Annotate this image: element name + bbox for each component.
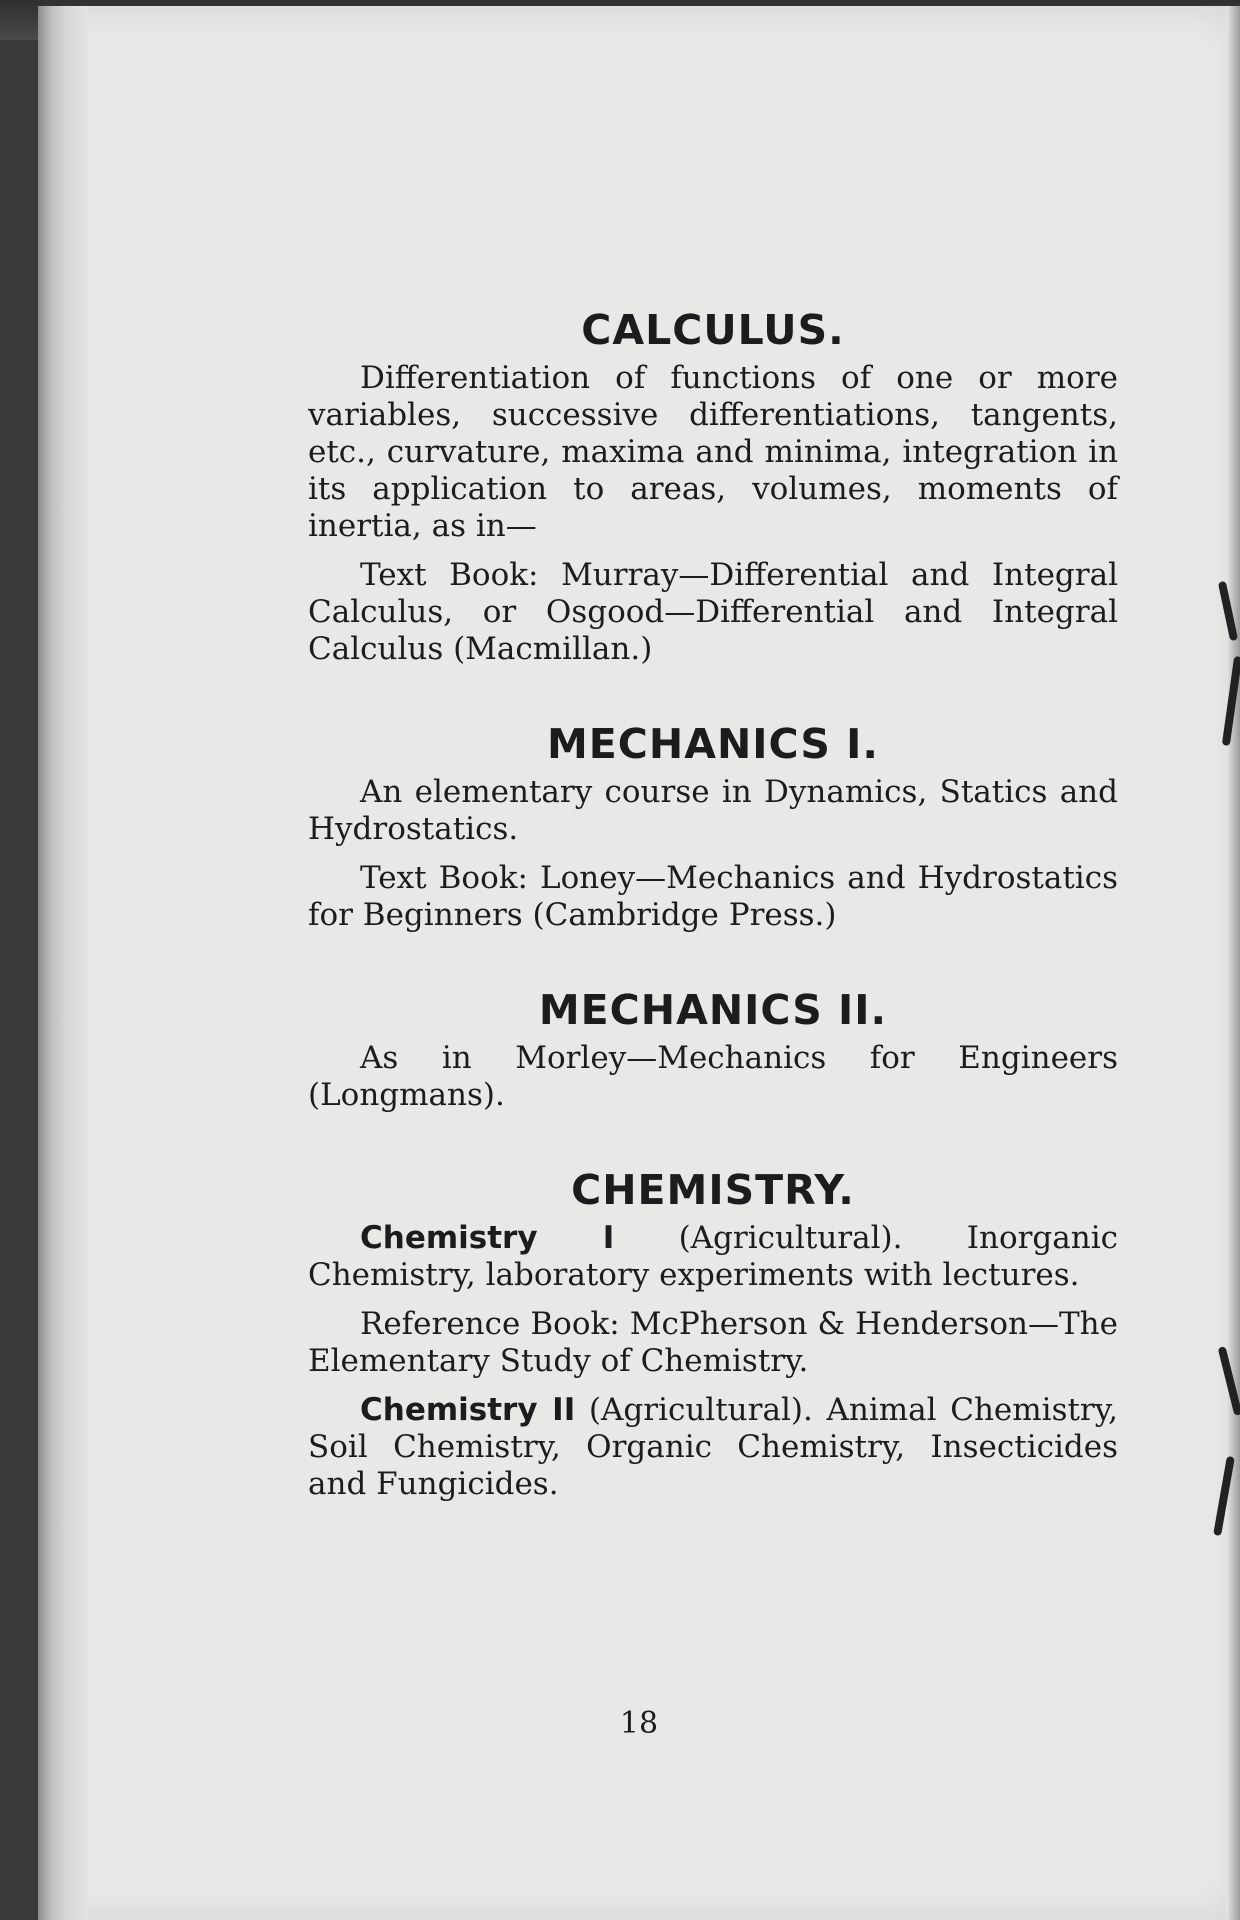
page-number: 18 (619, 1706, 659, 1741)
page-binding-shadow (38, 6, 88, 1920)
mechanics-2-section (308, 986, 1118, 1114)
mechanics-1-heading: MECHANICS I. (547, 720, 879, 768)
book-page (38, 6, 1240, 1920)
calculus-textbook: Text Book: Murray—Differential and Integral Calculus, or Osgood—Differential and Integral Calculus (Macmillan.) (308, 557, 1118, 667)
chemistry-1-text: (Agricultural). Inorganic Chemistry, laboratory experiments with lectures. (308, 1220, 1118, 1293)
chemistry-heading: CHEMISTRY. (571, 1166, 855, 1214)
mechanics-1-description: An elementary course in Dynamics, Statics and Hydrostatics. (308, 774, 1118, 847)
chemistry-1-paragraph (308, 1220, 1118, 1294)
chemistry-2-paragraph (308, 1392, 1118, 1503)
calculus-section (308, 306, 1118, 668)
page-content (308, 306, 1118, 1555)
mechanics-1-section (308, 720, 1118, 934)
chemistry-section (308, 1166, 1118, 1503)
calculus-description: Differentiation of functions of one or more variables, successive differentiations, tangents, etc., curvature, maxima and minima, integration in its application to areas, volumes, moments of inertia, as in— (308, 360, 1118, 544)
chemistry-2-text: (Agricultural). Animal Chemistry, Soil Chemistry, Organic Chemistry, Insecticides and Fungicides. (308, 1392, 1118, 1502)
page-right-edge (1226, 6, 1240, 1920)
mechanics-2-description: As in Morley—Mechanics for Engineers (Longmans). (308, 1040, 1118, 1113)
calculus-heading: CALCULUS. (581, 306, 845, 354)
chemistry-reference-book: Reference Book: McPherson & Henderson—The Elementary Study of Chemistry. (308, 1306, 1118, 1379)
chemistry-1-label: Chemistry I (360, 1220, 615, 1256)
mechanics-2-heading: MECHANICS II. (538, 986, 888, 1034)
mechanics-1-textbook: Text Book: Loney—Mechanics and Hydrostatics for Beginners (Cambridge Press.) (308, 860, 1118, 933)
chemistry-2-label: Chemistry II (360, 1392, 576, 1428)
